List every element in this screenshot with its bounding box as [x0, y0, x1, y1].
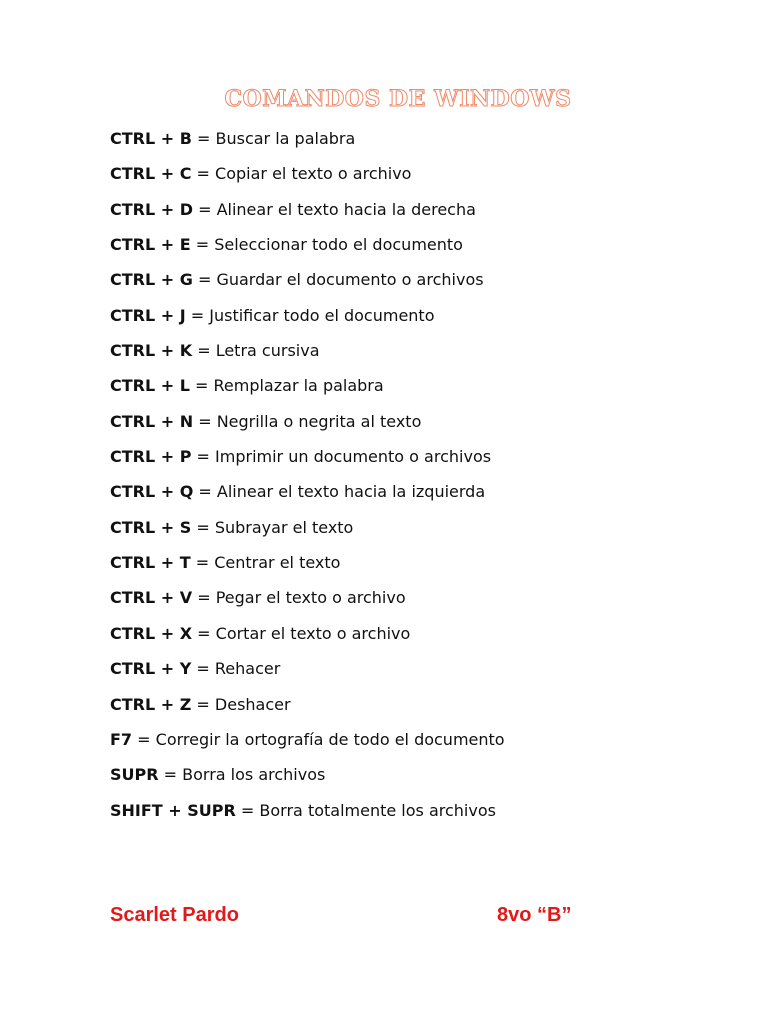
command-row	[110, 443, 505, 478]
command-description: = Seleccionar todo el documento	[190, 235, 463, 255]
command-keys: CTRL + G	[110, 270, 193, 290]
author-name: Scarlet Pardo	[110, 904, 239, 926]
command-keys: CTRL + L	[110, 376, 190, 396]
command-row	[110, 584, 505, 619]
command-row	[110, 549, 505, 584]
command-keys: CTRL + N	[110, 411, 194, 431]
command-description: = Borra los archivos	[158, 765, 326, 785]
command-description: = Buscar la palabra	[191, 129, 356, 148]
command-row	[110, 337, 505, 372]
command-row	[110, 655, 505, 690]
command-description: = Rehacer	[191, 659, 281, 679]
command-keys: CTRL + E	[110, 235, 191, 255]
command-row	[110, 691, 505, 726]
command-row	[110, 231, 505, 266]
command-keys: CTRL + Z	[110, 694, 192, 714]
command-description: = Remplazar la palabra	[189, 376, 384, 396]
command-list	[110, 125, 505, 832]
command-keys: CTRL + J	[110, 305, 186, 325]
command-row	[110, 160, 505, 195]
command-row	[110, 408, 505, 443]
command-row	[110, 196, 505, 231]
command-description: = Pegar el texto o archivo	[192, 588, 406, 608]
command-keys: SHIFT + SUPR	[110, 800, 236, 820]
command-description: = Centrar el texto	[190, 553, 341, 573]
document-title: COMANDOS DE WINDOWS	[224, 86, 572, 112]
command-row	[110, 514, 505, 549]
command-description: = Alinear el texto hacia la izquierda	[193, 482, 486, 502]
command-row	[110, 302, 505, 337]
command-description: = Corregir la ortografía de todo el documento	[132, 729, 505, 749]
command-keys: CTRL + C	[110, 164, 192, 184]
command-description: = Justificar todo el documento	[185, 305, 435, 325]
command-keys: CTRL + X	[110, 623, 193, 643]
command-description: = Imprimir un documento o archivos	[191, 447, 492, 467]
command-description: = Negrilla o negrita al texto	[193, 411, 422, 431]
command-description: = Alinear el texto hacia la derecha	[193, 199, 476, 219]
command-description: = Subrayar el texto	[191, 517, 354, 537]
command-row	[110, 478, 505, 513]
command-keys: CTRL + Y	[110, 659, 192, 679]
grade-label: 8vo “B”	[497, 904, 572, 926]
command-keys: SUPR	[110, 765, 159, 785]
command-description: = Guardar el documento o archivos	[192, 270, 484, 290]
command-keys: CTRL + K	[110, 341, 193, 361]
command-keys: CTRL + B	[110, 129, 192, 148]
command-row	[110, 372, 505, 407]
command-row	[110, 726, 505, 761]
command-description: = Letra cursiva	[192, 341, 320, 361]
command-row	[110, 620, 505, 655]
command-description: = Borra totalmente los archivos	[235, 800, 496, 820]
command-description: = Deshacer	[191, 694, 291, 714]
command-keys: F7	[110, 729, 133, 749]
command-keys: CTRL + S	[110, 517, 192, 537]
command-description: = Copiar el texto o archivo	[191, 164, 412, 184]
command-row	[110, 266, 505, 301]
command-row	[110, 797, 505, 832]
command-keys: CTRL + V	[110, 588, 193, 608]
command-row	[110, 125, 505, 160]
command-keys: CTRL + T	[110, 553, 191, 573]
command-row	[110, 761, 505, 796]
command-keys: CTRL + D	[110, 199, 193, 219]
command-keys: CTRL + Q	[110, 482, 194, 502]
command-keys: CTRL + P	[110, 447, 192, 467]
command-description: = Cortar el texto o archivo	[192, 623, 411, 643]
